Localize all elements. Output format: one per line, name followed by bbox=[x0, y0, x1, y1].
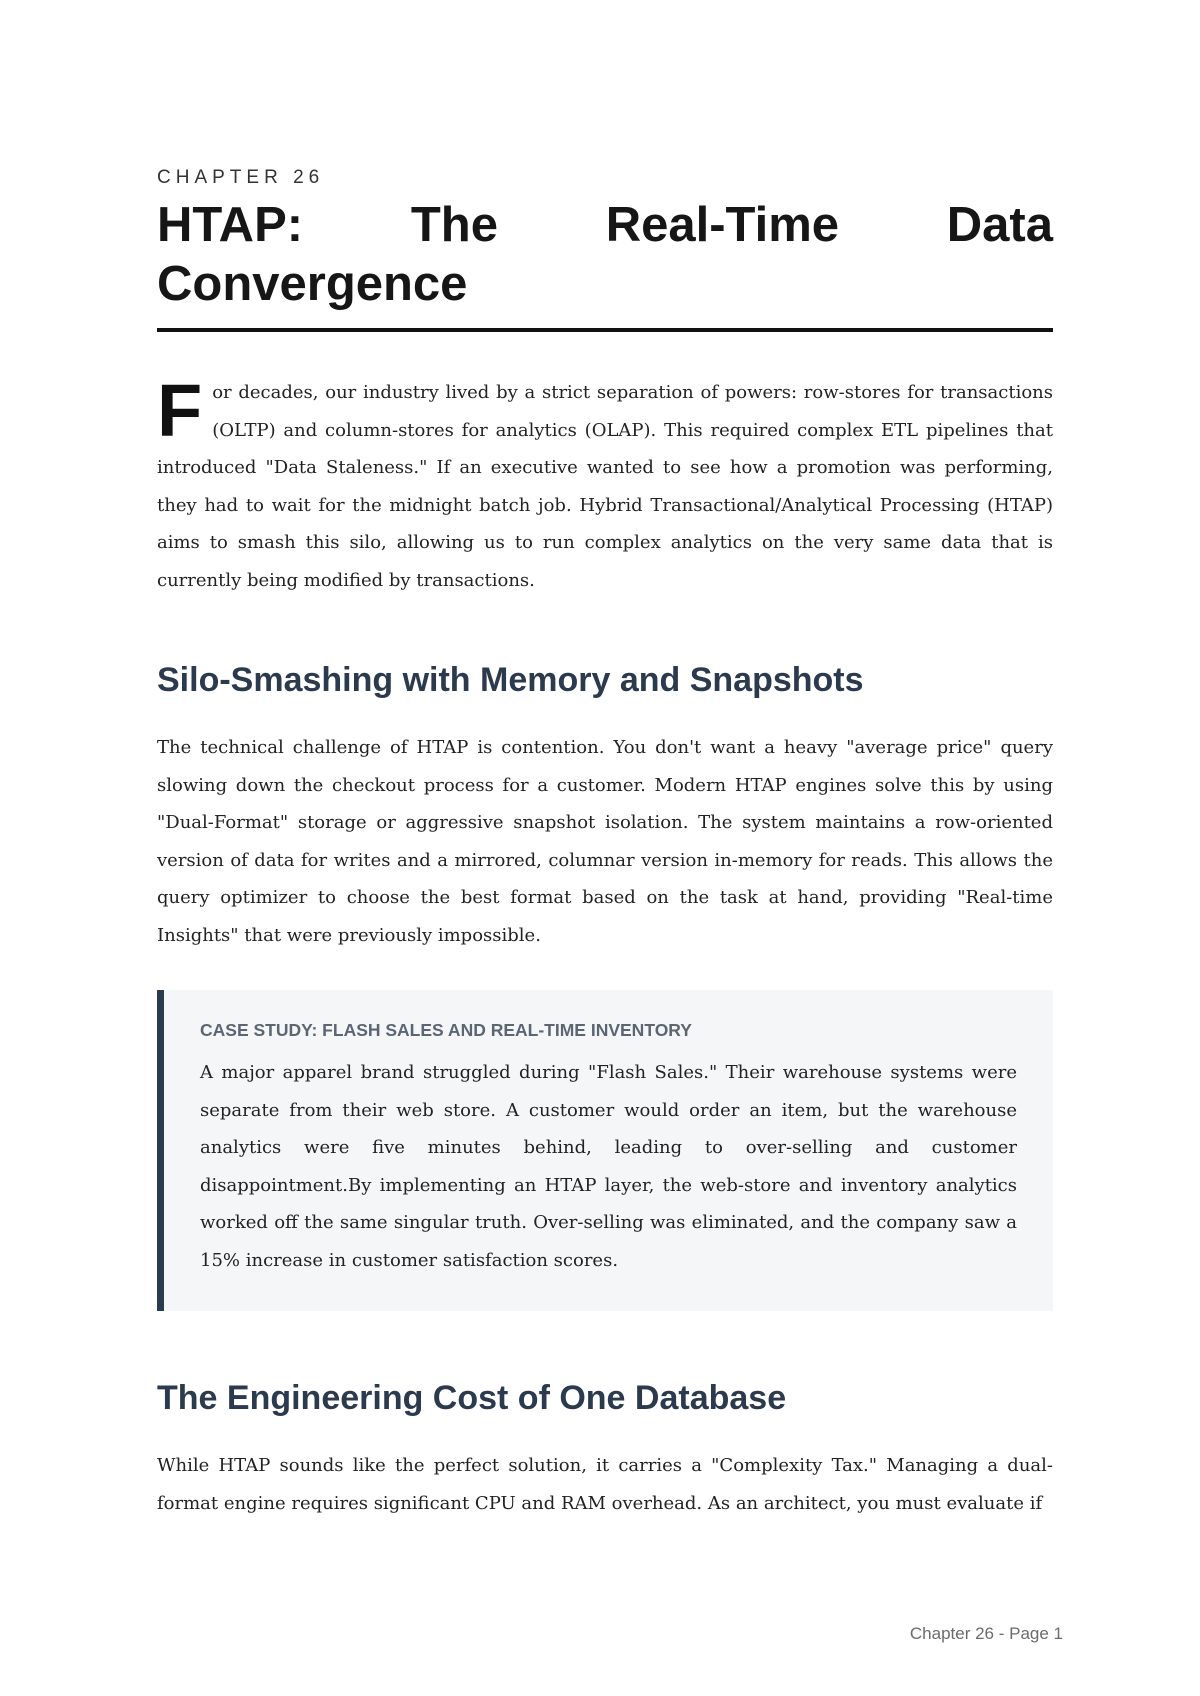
case-study-callout bbox=[157, 990, 1053, 1311]
title-divider bbox=[157, 328, 1053, 332]
intro-paragraph bbox=[157, 369, 1053, 599]
chapter-label: CHAPTER 26 bbox=[157, 167, 325, 188]
page-content bbox=[157, 166, 1053, 1522]
chapter-title: HTAP: The Real-Time Data Convergence bbox=[157, 198, 1053, 311]
case-study-title: CASE STUDY: FLASH SALES AND REAL-TIME INVENTORY bbox=[200, 1020, 692, 1040]
drop-cap: F bbox=[157, 369, 203, 452]
section-heading-engineering-cost: The Engineering Cost of One Database bbox=[157, 1379, 787, 1417]
case-study-text: A major apparel brand struggled during "Flash Sales." Their warehouse systems were separate from their web store. A customer would order an item, but the warehouse analytics were five minutes behind, leading to over-selling and customer disappointment.By implementing an HTAP layer, the web-store and inventory analytics worked off the same singular truth. Over-selling was eliminated, and the company saw a 15% increase in customer satisfaction scores. bbox=[200, 1062, 1017, 1271]
section-one-paragraph: The technical challenge of HTAP is contention. You don't want a heavy "average price" query slowing down the checkout process for a customer. Modern HTAP engines solve this by using "Dual-Format" storage or aggressive snapshot isolation. The system maintains a row-oriented version of data for writes and a mirrored, columnar version in-memory for reads. This allows the query optimizer to choose the best format based on the task at hand, providing "Real-time Insights" that were previously impossible. bbox=[157, 737, 1053, 946]
page-footer: Chapter 26 - Page 1 bbox=[909, 1624, 1063, 1643]
section-two-paragraph: While HTAP sounds like the perfect solution, it carries a "Complexity Tax." Managing a dual-format engine requires significant CPU and RAM overhead. As an architect, you must evaluate if bbox=[157, 1455, 1053, 1514]
section-heading-silo-smashing: Silo-Smashing with Memory and Snapshots bbox=[157, 661, 864, 699]
intro-paragraph-text: or decades, our industry lived by a strict separation of powers: row-stores for transactions (OLTP) and column-stores for analytics (OLAP). This required complex ETL pipelines that introduced "Data Staleness." If an executive wanted to see how a promotion was performing, they had to wait for the midnight batch job. Hybrid Transactional/Analytical Processing (HTAP) aims to smash this silo, allowing us to run complex analytics on the very same data that is currently being modified by transactions. bbox=[157, 382, 1053, 591]
